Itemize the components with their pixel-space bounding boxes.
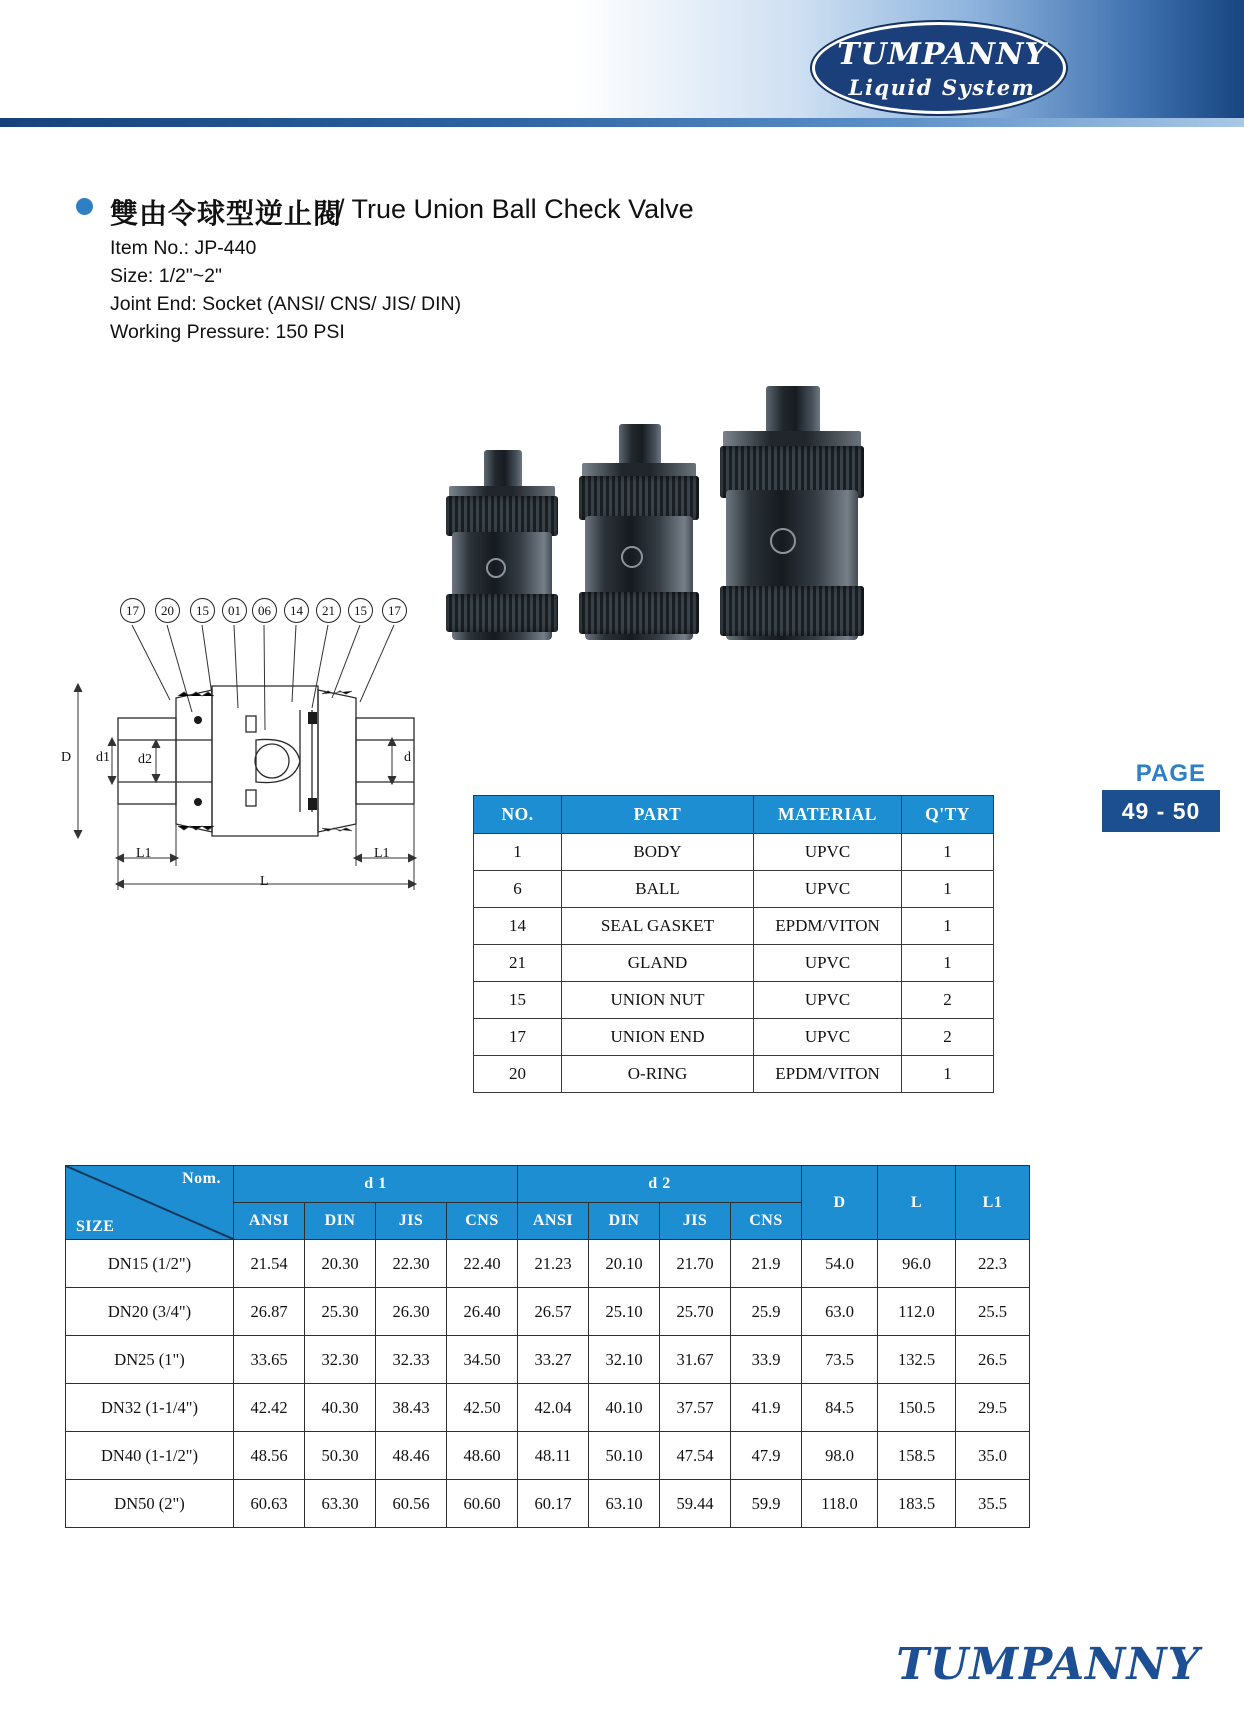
page-number-badge: 49 - 50: [1102, 790, 1220, 832]
parts-header-no: NO.: [474, 796, 562, 834]
dimension-group-d1: d 1: [234, 1166, 518, 1203]
dimension-cell-d1-din: 32.30: [305, 1336, 376, 1384]
product-title-english: / True Union Ball Check Valve: [337, 194, 694, 224]
table-row: [474, 1019, 994, 1056]
table-row: [66, 1288, 1030, 1336]
parts-cell-part: UNION END: [562, 1019, 754, 1056]
dimension-cell-size: DN40 (1-1/2"): [66, 1432, 234, 1480]
table-row: [66, 1480, 1030, 1528]
table-row: [474, 982, 994, 1019]
dim-label-L: L: [260, 874, 269, 889]
callout-2: 20: [155, 598, 180, 623]
table-row: [474, 945, 994, 982]
drawing-svg: [60, 590, 460, 900]
dim-label-d: d: [404, 750, 411, 765]
parts-cell-qty: 1: [902, 908, 994, 945]
dimension-cell-d1-cns: 42.50: [447, 1384, 518, 1432]
table-row: [66, 1240, 1030, 1288]
parts-header-material: MATERIAL: [754, 796, 902, 834]
dimension-cell-d2-din: 32.10: [589, 1336, 660, 1384]
dimension-cell-size: DN50 (2"): [66, 1480, 234, 1528]
spec-item-no: Item No.: JP-440: [110, 237, 257, 259]
spec-joint-end: Joint End: Socket (ANSI/ CNS/ JIS/ DIN): [110, 293, 462, 315]
dimension-cell-d1-cns: 48.60: [447, 1432, 518, 1480]
dim-label-L1-left: L1: [136, 846, 152, 861]
dim-label-d1: d1: [96, 750, 110, 765]
dimension-cell-d2-ansi: 21.23: [518, 1240, 589, 1288]
dimension-group-d2: d 2: [518, 1166, 802, 1203]
footer-logo: TUMPANNY: [896, 1639, 1200, 1690]
company-logo-name: TUMPANNY: [837, 37, 1047, 72]
dimension-cell-D: 118.0: [802, 1480, 878, 1528]
parts-cell-no: 1: [474, 834, 562, 871]
dimension-cell-d1-din: 25.30: [305, 1288, 376, 1336]
dimension-cell-d1-ansi: 33.65: [234, 1336, 305, 1384]
header-rule-secondary: [0, 127, 1244, 130]
table-row: [474, 1056, 994, 1093]
dimension-cell-d2-jis: 21.70: [660, 1240, 731, 1288]
parts-header-qty: Q'TY: [902, 796, 994, 834]
product-photo: [430, 375, 870, 640]
parts-cell-material: EPDM/VITON: [754, 908, 902, 945]
parts-cell-part: UNION NUT: [562, 982, 754, 1019]
dimension-cell-d1-jis: 22.30: [376, 1240, 447, 1288]
parts-cell-material: UPVC: [754, 982, 902, 1019]
dimension-cell-d1-ansi: 42.42: [234, 1384, 305, 1432]
dimension-cell-d1-ansi: 48.56: [234, 1432, 305, 1480]
company-logo: [812, 22, 1066, 114]
valve-photo-large: [726, 388, 858, 640]
dimension-corner-cell: [66, 1166, 234, 1240]
callout-8: 15: [348, 598, 373, 623]
dimension-cell-L1: 35.0: [956, 1432, 1030, 1480]
parts-cell-material: UPVC: [754, 945, 902, 982]
table-row: [474, 834, 994, 871]
dimension-cell-d2-din: 40.10: [589, 1384, 660, 1432]
dimension-cell-L: 132.5: [878, 1336, 956, 1384]
dimension-cell-d1-jis: 48.46: [376, 1432, 447, 1480]
parts-cell-qty: 1: [902, 945, 994, 982]
dimension-cell-d1-jis: 32.33: [376, 1336, 447, 1384]
valve-photo-small: [452, 455, 552, 640]
parts-cell-no: 17: [474, 1019, 562, 1056]
dimension-cell-size: DN32 (1-1/4"): [66, 1384, 234, 1432]
dimension-cell-size: DN15 (1/2"): [66, 1240, 234, 1288]
parts-table-header-row: [474, 796, 994, 834]
dimension-cell-L1: 29.5: [956, 1384, 1030, 1432]
dimension-subheader-d2-ansi: ANSI: [518, 1203, 589, 1240]
valve-photo-medium: [585, 428, 693, 640]
dimension-cell-d2-din: 63.10: [589, 1480, 660, 1528]
dimension-cell-d1-din: 50.30: [305, 1432, 376, 1480]
dimension-cell-d2-ansi: 60.17: [518, 1480, 589, 1528]
dimension-corner-size: SIZE: [76, 1218, 115, 1235]
dimension-header-L: L: [878, 1166, 956, 1240]
table-row: [474, 908, 994, 945]
table-row: [66, 1384, 1030, 1432]
dimension-cell-D: 54.0: [802, 1240, 878, 1288]
dimension-cell-d1-cns: 26.40: [447, 1288, 518, 1336]
dimension-header-row-top: [66, 1166, 1030, 1203]
parts-cell-material: UPVC: [754, 871, 902, 908]
table-row: [66, 1432, 1030, 1480]
dimension-cell-D: 84.5: [802, 1384, 878, 1432]
dimension-cell-d1-cns: 22.40: [447, 1240, 518, 1288]
dimension-cell-L: 158.5: [878, 1432, 956, 1480]
bullet-icon: [76, 198, 93, 215]
dimension-cell-d1-din: 63.30: [305, 1480, 376, 1528]
dimension-cell-d2-ansi: 48.11: [518, 1432, 589, 1480]
parts-cell-part: BALL: [562, 871, 754, 908]
callout-6: 14: [284, 598, 309, 623]
parts-cell-qty: 1: [902, 1056, 994, 1093]
dimension-cell-d1-ansi: 21.54: [234, 1240, 305, 1288]
dimension-cell-L1: 35.5: [956, 1480, 1030, 1528]
dimension-subheader-d2-din: DIN: [589, 1203, 660, 1240]
parts-cell-qty: 1: [902, 871, 994, 908]
dimension-cell-d2-ansi: 42.04: [518, 1384, 589, 1432]
dimension-table: [65, 1165, 1030, 1528]
dimension-subheader-d2-cns: CNS: [731, 1203, 802, 1240]
dimension-cell-L1: 25.5: [956, 1288, 1030, 1336]
dimension-cell-d1-cns: 34.50: [447, 1336, 518, 1384]
dimension-subheader-d1-din: DIN: [305, 1203, 376, 1240]
dimension-header-D: D: [802, 1166, 878, 1240]
dimension-cell-L1: 26.5: [956, 1336, 1030, 1384]
dimension-cell-D: 63.0: [802, 1288, 878, 1336]
dimension-cell-d1-cns: 60.60: [447, 1480, 518, 1528]
dimension-subheader-d2-jis: JIS: [660, 1203, 731, 1240]
dimension-cell-L: 112.0: [878, 1288, 956, 1336]
parts-cell-material: UPVC: [754, 1019, 902, 1056]
parts-table: [473, 795, 994, 1093]
parts-cell-no: 20: [474, 1056, 562, 1093]
dimension-cell-d2-jis: 31.67: [660, 1336, 731, 1384]
technical-drawing: [60, 590, 460, 900]
dimension-cell-d2-jis: 25.70: [660, 1288, 731, 1336]
dimension-corner-nom: Nom.: [182, 1170, 221, 1187]
callout-5: 06: [252, 598, 277, 623]
dimension-cell-d2-ansi: 33.27: [518, 1336, 589, 1384]
callout-7: 21: [316, 598, 341, 623]
spec-size: Size: 1/2"~2": [110, 265, 222, 287]
parts-cell-no: 15: [474, 982, 562, 1019]
dimension-cell-d2-cns: 21.9: [731, 1240, 802, 1288]
parts-cell-material: UPVC: [754, 834, 902, 871]
dimension-cell-L: 150.5: [878, 1384, 956, 1432]
parts-cell-part: BODY: [562, 834, 754, 871]
dimension-cell-d1-din: 40.30: [305, 1384, 376, 1432]
dimension-cell-D: 98.0: [802, 1432, 878, 1480]
dimension-cell-d2-cns: 59.9: [731, 1480, 802, 1528]
page-label: PAGE: [1135, 760, 1206, 787]
dimension-cell-d2-cns: 47.9: [731, 1432, 802, 1480]
dimension-subheader-d1-ansi: ANSI: [234, 1203, 305, 1240]
dimension-cell-size: DN25 (1"): [66, 1336, 234, 1384]
page-header: [0, 0, 1244, 131]
dimension-cell-d2-din: 25.10: [589, 1288, 660, 1336]
dimension-cell-size: DN20 (3/4"): [66, 1288, 234, 1336]
dimension-cell-d2-ansi: 26.57: [518, 1288, 589, 1336]
dimension-cell-d2-jis: 47.54: [660, 1432, 731, 1480]
dimension-cell-d1-ansi: 26.87: [234, 1288, 305, 1336]
dimension-cell-d1-ansi: 60.63: [234, 1480, 305, 1528]
table-row: [66, 1336, 1030, 1384]
parts-cell-material: EPDM/VITON: [754, 1056, 902, 1093]
dimension-cell-d1-jis: 26.30: [376, 1288, 447, 1336]
dimension-cell-d2-jis: 37.57: [660, 1384, 731, 1432]
header-rule: [0, 118, 1244, 127]
callout-4: 01: [222, 598, 247, 623]
dimension-cell-d2-cns: 33.9: [731, 1336, 802, 1384]
parts-header-part: PART: [562, 796, 754, 834]
parts-cell-no: 21: [474, 945, 562, 982]
dimension-cell-d2-cns: 25.9: [731, 1288, 802, 1336]
parts-cell-no: 14: [474, 908, 562, 945]
parts-cell-part: O-RING: [562, 1056, 754, 1093]
parts-cell-qty: 2: [902, 1019, 994, 1056]
product-title-chinese: 雙由令球型逆止閥: [110, 197, 343, 230]
dimension-cell-L1: 22.3: [956, 1240, 1030, 1288]
spec-working-pressure: Working Pressure: 150 PSI: [110, 321, 345, 343]
parts-cell-part: GLAND: [562, 945, 754, 982]
dimension-cell-D: 73.5: [802, 1336, 878, 1384]
callout-3: 15: [190, 598, 215, 623]
dimension-subheader-d1-cns: CNS: [447, 1203, 518, 1240]
dimension-header-L1: L1: [956, 1166, 1030, 1240]
parts-cell-qty: 2: [902, 982, 994, 1019]
dim-label-D: D: [61, 750, 72, 765]
dimension-cell-d1-jis: 60.56: [376, 1480, 447, 1528]
dimension-cell-L: 96.0: [878, 1240, 956, 1288]
dimension-cell-d1-jis: 38.43: [376, 1384, 447, 1432]
callout-9: 17: [382, 598, 407, 623]
callout-1: 17: [120, 598, 145, 623]
dimension-subheader-d1-jis: JIS: [376, 1203, 447, 1240]
dimension-cell-L: 183.5: [878, 1480, 956, 1528]
dimension-cell-d2-din: 20.10: [589, 1240, 660, 1288]
parts-cell-no: 6: [474, 871, 562, 908]
dimension-cell-d2-din: 50.10: [589, 1432, 660, 1480]
dim-label-L1-right: L1: [374, 846, 390, 861]
dim-label-d2: d2: [138, 752, 152, 767]
dimension-cell-d2-cns: 41.9: [731, 1384, 802, 1432]
parts-cell-part: SEAL GASKET: [562, 908, 754, 945]
parts-cell-qty: 1: [902, 834, 994, 871]
dimension-cell-d2-jis: 59.44: [660, 1480, 731, 1528]
table-row: [474, 871, 994, 908]
company-logo-tagline: Liquid System: [848, 75, 1036, 100]
dimension-cell-d1-din: 20.30: [305, 1240, 376, 1288]
